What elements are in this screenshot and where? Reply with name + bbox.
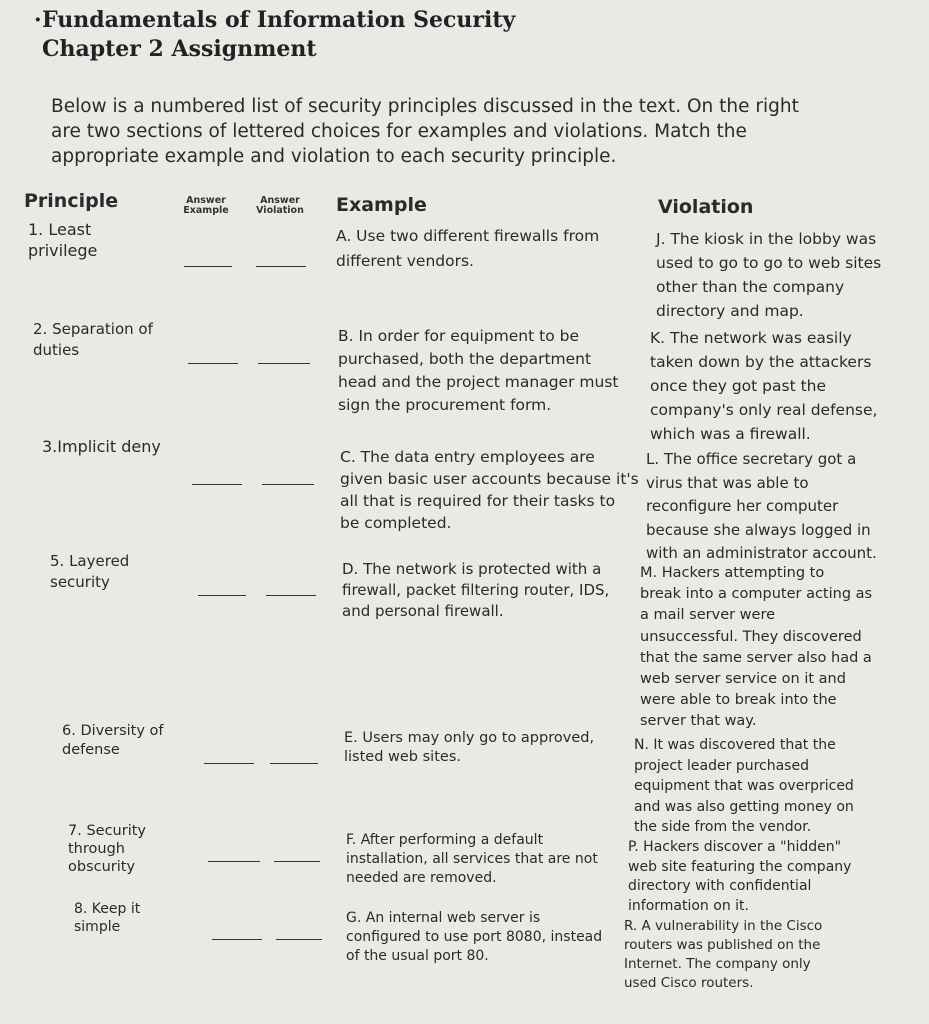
answer-violation-blank-5[interactable] <box>266 595 316 596</box>
principle-1: 1. Least privilege <box>28 220 98 260</box>
example-e: E. Users may only go to approved, listed web sites. <box>344 730 595 765</box>
principle-6: 6. Diversity of defense <box>62 723 164 758</box>
answer-example-blank-1[interactable] <box>184 266 232 267</box>
doc-subtitle: Chapter 2 Assignment <box>42 36 317 62</box>
example-header: Example <box>336 194 427 216</box>
violation-header: Violation <box>658 196 754 218</box>
principle-5: 5. Layered security <box>50 552 130 591</box>
answer-example-blank-3[interactable] <box>192 484 242 485</box>
principle-8: 8. Keep it simple <box>74 901 141 935</box>
violation-r: R. A vulnerability in the Cisco routers was published on the Internet. The company only used Cisco routers. <box>624 918 823 991</box>
example-b: B. In order for equipment to be purchased, both the department head and the project manager must sign the procurement form. <box>338 327 619 414</box>
answer-violation-blank-2[interactable] <box>258 363 310 364</box>
example-d: D. The network is protected with a firewall, packet filtering router, IDS, and personal firewall. <box>342 560 610 620</box>
doc-title: Fundamentals of Information Security <box>42 7 516 33</box>
answer-example-blank-2[interactable] <box>188 363 238 364</box>
answer-violation-blank-8[interactable] <box>276 939 322 940</box>
answer-example-blank-5[interactable] <box>198 595 246 596</box>
intro-line-2: are two sections of lettered choices for examples and violations. Match the <box>51 121 747 142</box>
title-bullet: · <box>34 7 42 33</box>
example-c: C. The data entry employees are given basic user accounts because it's all that is required for their tasks to be completed. <box>340 448 639 532</box>
principle-7: 7. Security through obscurity <box>68 823 146 875</box>
violation-n: N. It was discovered that the project leader purchased equipment that was overpriced and was also getting money on the side from the vendor. <box>634 737 854 835</box>
example-f: F. After performing a default installation, all services that are not needed are removed. <box>346 832 598 886</box>
answer-example-blank-6[interactable] <box>204 763 254 764</box>
answer-violation-blank-7[interactable] <box>274 861 320 862</box>
principle-3: 3.Implicit deny <box>42 437 161 456</box>
answer-example-blank-8[interactable] <box>212 939 262 940</box>
principle-header: Principle <box>24 190 119 212</box>
answer-violation-blank-6[interactable] <box>270 763 318 764</box>
violation-p: P. Hackers discover a "hidden" web site featuring the company directory with confidential information on it. <box>628 839 852 914</box>
intro-line-1: Below is a numbered list of security principles discussed in the text. On the right <box>51 96 799 117</box>
violation-k: K. The network was easily taken down by the attackers once they got past the company's only real defense, which was a firewall. <box>650 329 878 443</box>
principle-2: 2. Separation of duties <box>33 320 153 359</box>
answer-example-blank-7[interactable] <box>208 861 260 862</box>
violation-j: J. The kiosk in the lobby was used to go to go to web sites other than the company directory and map. <box>656 230 882 320</box>
answer-example-header: Answer Example <box>183 195 229 216</box>
violation-m: M. Hackers attempting to break into a computer acting as a mail server were unsuccessful. They discovered that the same server also had a web server service on it and were able to break into the server that way. <box>640 565 873 730</box>
answer-violation-header: Answer Violation <box>256 195 304 216</box>
answer-violation-blank-1[interactable] <box>256 266 306 267</box>
answer-violation-blank-3[interactable] <box>262 484 314 485</box>
example-a: A. Use two different firewalls from different vendors. <box>336 227 600 270</box>
example-g: G. An internal web server is configured to use port 8080, instead of the usual port 80. <box>346 910 603 964</box>
violation-l: L. The office secretary got a virus that was able to reconfigure her computer because she always logged in with an administrator account. <box>646 450 877 562</box>
intro-line-3: appropriate example and violation to each security principle. <box>51 146 617 167</box>
